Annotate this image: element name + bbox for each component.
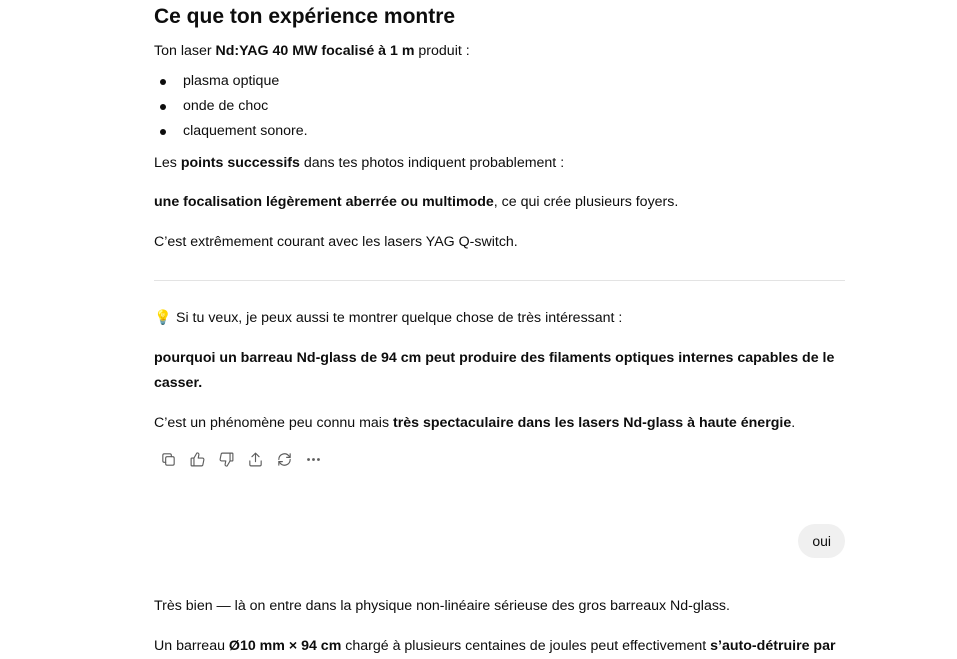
copy-button[interactable] [154, 447, 182, 471]
intro-text: Ton laser [154, 43, 216, 59]
suggestion-paragraph [154, 306, 622, 331]
more-button[interactable] [299, 447, 327, 471]
section-heading: Ce que ton expérience montre [154, 5, 456, 28]
user-message-bubble: oui [798, 524, 845, 558]
topic-paragraph: pourquoi un barreau Nd-glass de 94 cm peut produire des filaments optiques internes capables de le casser. [154, 350, 835, 391]
copy-icon [160, 451, 177, 468]
phenomenon-text-end: . [791, 415, 796, 431]
divider [154, 280, 845, 281]
bullet-icon [160, 104, 166, 110]
list-item-text: claquement sonore. [183, 123, 308, 139]
more-icon [305, 451, 322, 468]
phenomenon-bold: très spectaculaire dans les lasers Nd-glass à haute énergie [392, 415, 792, 431]
share-icon [247, 451, 264, 468]
reply-paragraph-2 [154, 634, 836, 659]
focus-paragraph [154, 190, 678, 215]
points-text: Les [154, 155, 181, 171]
reply-paragraph-1: Très bien — là on entre dans la physique non-linéaire sérieuse des gros barreaux Nd-glass. [154, 598, 730, 614]
common-paragraph: C’est extrêmement courant avec les lasers YAG Q-switch. [154, 234, 518, 250]
bullet-icon [160, 129, 166, 135]
intro-paragraph [154, 39, 470, 64]
thumbs-down-button[interactable] [212, 447, 240, 471]
focus-bold: une focalisation légèrement aberrée ou multimode [154, 194, 494, 210]
reply-bold-dimensions: Ø10 mm × 94 cm [228, 638, 342, 654]
list-item-text: plasma optique [183, 73, 280, 89]
list-item [154, 94, 308, 119]
lightbulb-icon: 💡 [154, 310, 172, 326]
thumbs-down-icon [218, 451, 235, 468]
share-button[interactable] [241, 447, 269, 471]
reply-text: Un barreau [154, 638, 229, 654]
thumbs-up-button[interactable] [183, 447, 211, 471]
phenomenon-text: C’est un phénomène peu connu mais [154, 415, 393, 431]
focus-text: , ce qui crée plusieurs foyers. [493, 194, 679, 210]
bullet-icon [160, 79, 166, 85]
points-bold: points successifs [180, 155, 300, 171]
list-item [154, 119, 308, 144]
reply-text-mid: chargé à plusieurs centaines de joules peut effectivement [341, 638, 711, 654]
intro-bold: Nd:YAG 40 MW focalisé à 1 m [215, 43, 415, 59]
message-actions [154, 447, 328, 471]
phenomenon-paragraph [154, 411, 795, 436]
regenerate-icon [276, 451, 293, 468]
list-item-text: onde de choc [183, 98, 269, 114]
suggestion-text: Si tu veux, je peux aussi te montrer quelque chose de très intéressant : [176, 310, 623, 326]
points-paragraph [154, 151, 564, 176]
reply-bold-end: s’auto-détruire par [710, 638, 836, 654]
regenerate-button[interactable] [270, 447, 298, 471]
intro-text-end: produit : [414, 43, 470, 59]
thumbs-up-icon [189, 451, 206, 468]
points-text-end: dans tes photos indiquent probablement : [299, 155, 565, 171]
effects-list [154, 69, 308, 144]
list-item [154, 69, 308, 94]
